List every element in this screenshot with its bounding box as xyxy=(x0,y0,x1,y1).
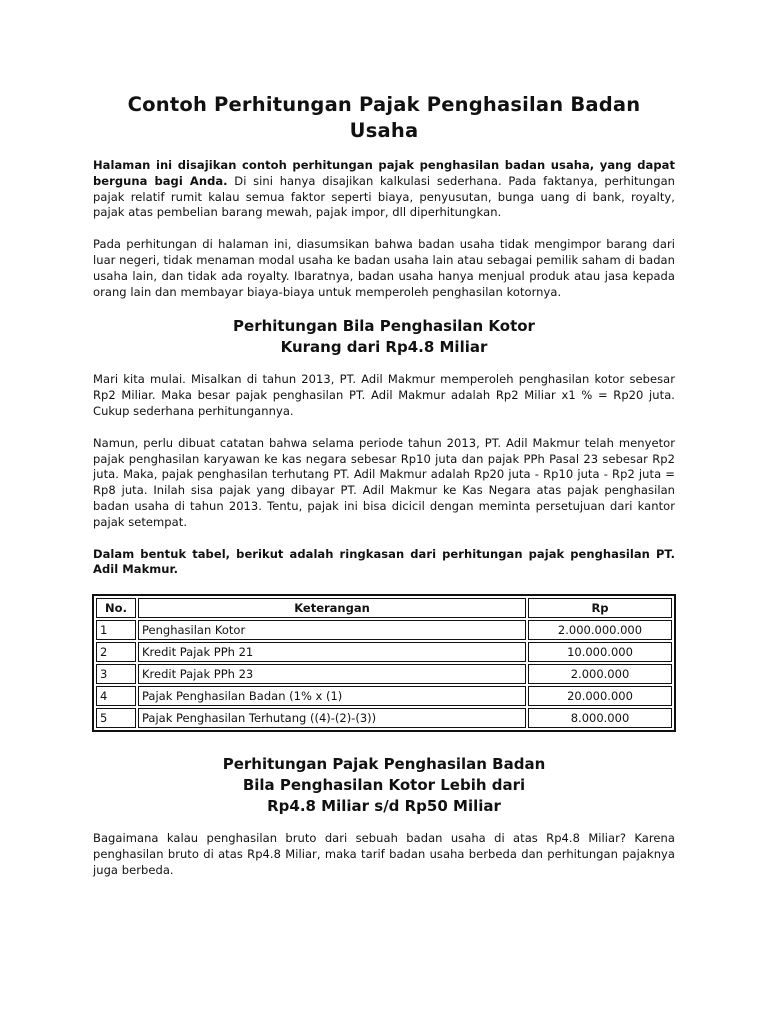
table-row xyxy=(96,664,672,684)
intro-text: Di sini hanya disajikan kalkulasi sederhana. Pada faktanya, perhitungan pajak relatif rumit kalau semua faktor seperti biaya, penyusutan, bunga uang di bank, royalty, pajak atas pembelian barang mewah, pajak impor, dll diperhitungkan. xyxy=(93,173,675,220)
section2-heading xyxy=(93,754,675,817)
intro-bold-text: Halaman ini disajikan contoh perhitungan pajak penghasilan badan usaha, yang dapat berguna bagi Anda. xyxy=(93,158,675,188)
cell-keterangan: Kredit Pajak PPh 23 xyxy=(138,664,526,684)
header-no: No. xyxy=(96,598,136,618)
section2-heading-line1: Perhitungan Pajak Penghasilan Badan xyxy=(222,755,546,774)
cell-keterangan: Pajak Penghasilan Badan (1% x (1) xyxy=(138,686,526,706)
cell-no: 5 xyxy=(96,708,136,728)
section1-paragraph-2: Namun, perlu dibuat catatan bahwa selama periode tahun 2013, PT. Adil Makmur telah menyetor pajak penghasilan karyawan ke kas negara sebesar Rp10 juta dan pajak PPh Pasal 23 sebesar Rp2 juta. Maka, pajak penghasilan terhutang PT. Adil Makmur adalah Rp20 juta - Rp10 juta - Rp2 juta = Rp8 juta. Inilah sisa pajak yang dibayar PT. Adil Makmur ke Kas Negara atas pajak penghasilan badan usaha di tahun 2013. Tentu, pajak ini bisa dicicil dengan meminta persetujuan dari kantor pajak setempat. xyxy=(93,435,675,529)
table-row xyxy=(96,686,672,706)
table-row xyxy=(96,708,672,728)
cell-keterangan: Penghasilan Kotor xyxy=(138,620,526,640)
section1-heading-line1: Perhitungan Bila Penghasilan Kotor xyxy=(233,317,535,336)
section1-heading-line2: Kurang dari Rp4.8 Miliar xyxy=(280,338,488,357)
cell-no: 3 xyxy=(96,664,136,684)
cell-rp: 20.000.000 xyxy=(528,686,672,706)
document-page xyxy=(93,92,675,879)
tax-summary-table xyxy=(92,594,676,732)
cell-no: 4 xyxy=(96,686,136,706)
cell-rp: 2.000.000.000 xyxy=(528,620,672,640)
cell-keterangan: Pajak Penghasilan Terhutang ((4)-(2)-(3)) xyxy=(138,708,526,728)
table-header-row xyxy=(96,598,672,618)
header-rp: Rp xyxy=(528,598,672,618)
page-title: Contoh Perhitungan Pajak Penghasilan Badan Usaha xyxy=(127,93,641,142)
section1-paragraph-1: Mari kita mulai. Misalkan di tahun 2013, PT. Adil Makmur memperoleh penghasilan kotor sebesar Rp2 Miliar. Maka besar pajak penghasilan PT. Adil Makmur adalah Rp2 Miliar x1 % = Rp20 juta. Cukup sederhana perhitungannya. xyxy=(93,372,675,418)
cell-keterangan: Kredit Pajak PPh 21 xyxy=(138,642,526,662)
section2-heading-line3: Rp4.8 Miliar s/d Rp50 Miliar xyxy=(267,797,501,816)
section2-heading-line2: Bila Penghasilan Kotor Lebih dari xyxy=(242,776,526,795)
table-intro xyxy=(93,547,675,579)
intro-paragraph xyxy=(93,158,675,221)
header-keterangan: Keterangan xyxy=(138,598,526,618)
cell-no: 1 xyxy=(96,620,136,640)
section2-paragraph-1: Bagaimana kalau penghasilan bruto dari sebuah badan usaha di atas Rp4.8 Miliar? Karena penghasilan bruto di atas Rp4.8 Miliar, maka tarif badan usaha berbeda dan perhitungan pajaknya juga berbeda. xyxy=(93,831,675,877)
section1-heading xyxy=(93,316,675,358)
table-intro-text: Dalam bentuk tabel, berikut adalah ringkasan dari perhitungan pajak penghasilan PT. Adil Makmur. xyxy=(93,546,675,577)
table-row xyxy=(96,642,672,662)
table-row xyxy=(96,620,672,640)
cell-rp: 2.000.000 xyxy=(528,664,672,684)
cell-rp: 10.000.000 xyxy=(528,642,672,662)
assumption-paragraph: Pada perhitungan di halaman ini, diasumsikan bahwa badan usaha tidak mengimpor barang dari luar negeri, tidak menaman modal usaha ke badan usaha lain atau sebagai pemilik saham di badan usaha lain, dan tidak ada royalty. Ibaratnya, badan usaha hanya menjual produk atau jasa kepada orang lain dan membayar biaya-biaya untuk memperoleh penghasilan kotornya. xyxy=(93,237,675,299)
cell-no: 2 xyxy=(96,642,136,662)
cell-rp: 8.000.000 xyxy=(528,708,672,728)
